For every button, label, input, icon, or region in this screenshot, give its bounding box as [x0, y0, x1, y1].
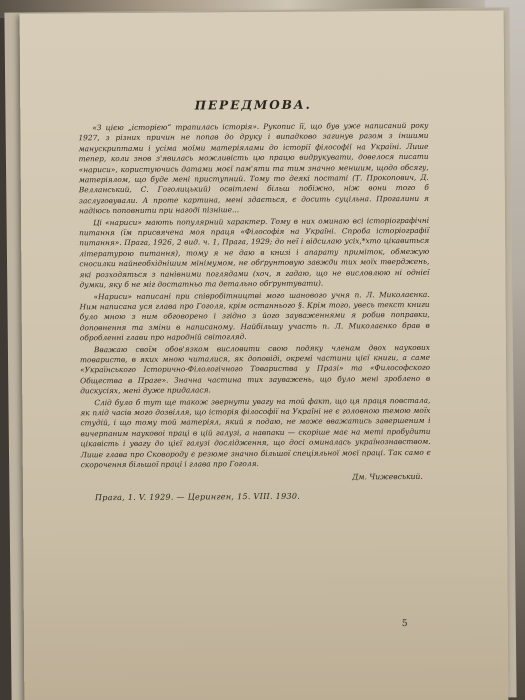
paragraph-1: «З цією „історією“ трапилась історія». Рукопис її, що був уже написаний року 1927, з різних причин не попав до друку і випадково загинув разом з іншими манускриптами і усіма моїми матеріялами до історії філософії на Україні. Лише тепер, коли знов з'явилась можливість цю працю видрукувати, довелося писати «нариси», користуючись датами моєї пам'яти та тим значно меншим, щодо обсягу, матеріялом, що буде мені приступний. Тому то деякі постаті (Т. Прокопович, Д. Велланський, С. Гоголицький) освітлені більш побіжно, ніж вони того б заслуговували. А проте картина, мені здається, є досить суцільна. Прогалини я надіюсь поповнити при нагоді пізніше... [78, 120, 429, 216]
paragraph-4: Вважаю своїм обов'язком висловити свою подяку членам двох наукових товариств, в яких мною читалися, як доповіді, окремі частини цієї книги, а саме «Українського Історично-Філологічного Товариства у Празі» та «Философского Общества в Праге». Значна частина тих зауважень, що було мені зроблено в дискусіях, мені дуже придалася. [79, 342, 431, 396]
place-date-line: Прага, 1. V. 1929. — Церинген, 15. VIII. 1930. [94, 492, 301, 503]
paragraph-5: Слід було б тут ще також звернути увагу на той факт, що ця праця повстала, як плід часів мого дозвілля, що історія філософії на Україні не є головною темою моїх студій, і що тому той матеріял, який я подаю, не може вважатись завершеним і вичерпаним науковоі праці в цій галузі, а навпаки — скоріше має на меті пробудити цікавість і увагу до цієї галузі дослідження, що досі оминалась українознавством. Лише глава про Сковороду є резюме значно більшої спеціяльної моєї праці. Так само є скорочення більшої праці і глава про Гоголя. [80, 395, 431, 470]
page-number: 5 [401, 619, 408, 630]
page-text-block [78, 97, 431, 503]
book-page [20, 10, 509, 700]
paragraph-3: «Нариси» написані при співробітництві мого шанового учня п. Л. Миколаєнка. Ним написана уся глава про Гоголя, крім останнього §. Крім того, увесь текст книги було мною з ним обговорено і згідно з його зауваженнями я робив поправки, доповнення та зміни в написаному. Найбільшу участь п. Л. Миколаєнко брав в обробленні глави про народній світогляд. [79, 289, 430, 343]
author-signature: Дм. Чижевський. [352, 472, 423, 482]
page-title: ПЕРЕДМОВА. [194, 97, 312, 113]
paragraph-2: Ці «нариси» мають популярний характер. Тому в них оминаю всі історіографічні питання (їм присвячена моя праця «Філософія на Україні. Спроба історіографії питання». Прага, 1926, 2 вид. ч. 1, Прага, 1929; до неї і відсилаю усіх,*хто цікавиться літературою питання), тому я не даю в книзі і апарату приміток, обмежую сносилки найнеобхіднішим мінімумом, не обґрунтовую завжди тих моїх тверджень, які розходяться з панівними поглядами (хоч, я гадаю, що не висловлюю ні однієї думки, яку б не міг достатньо та детально обґрунтувати). [79, 215, 430, 290]
